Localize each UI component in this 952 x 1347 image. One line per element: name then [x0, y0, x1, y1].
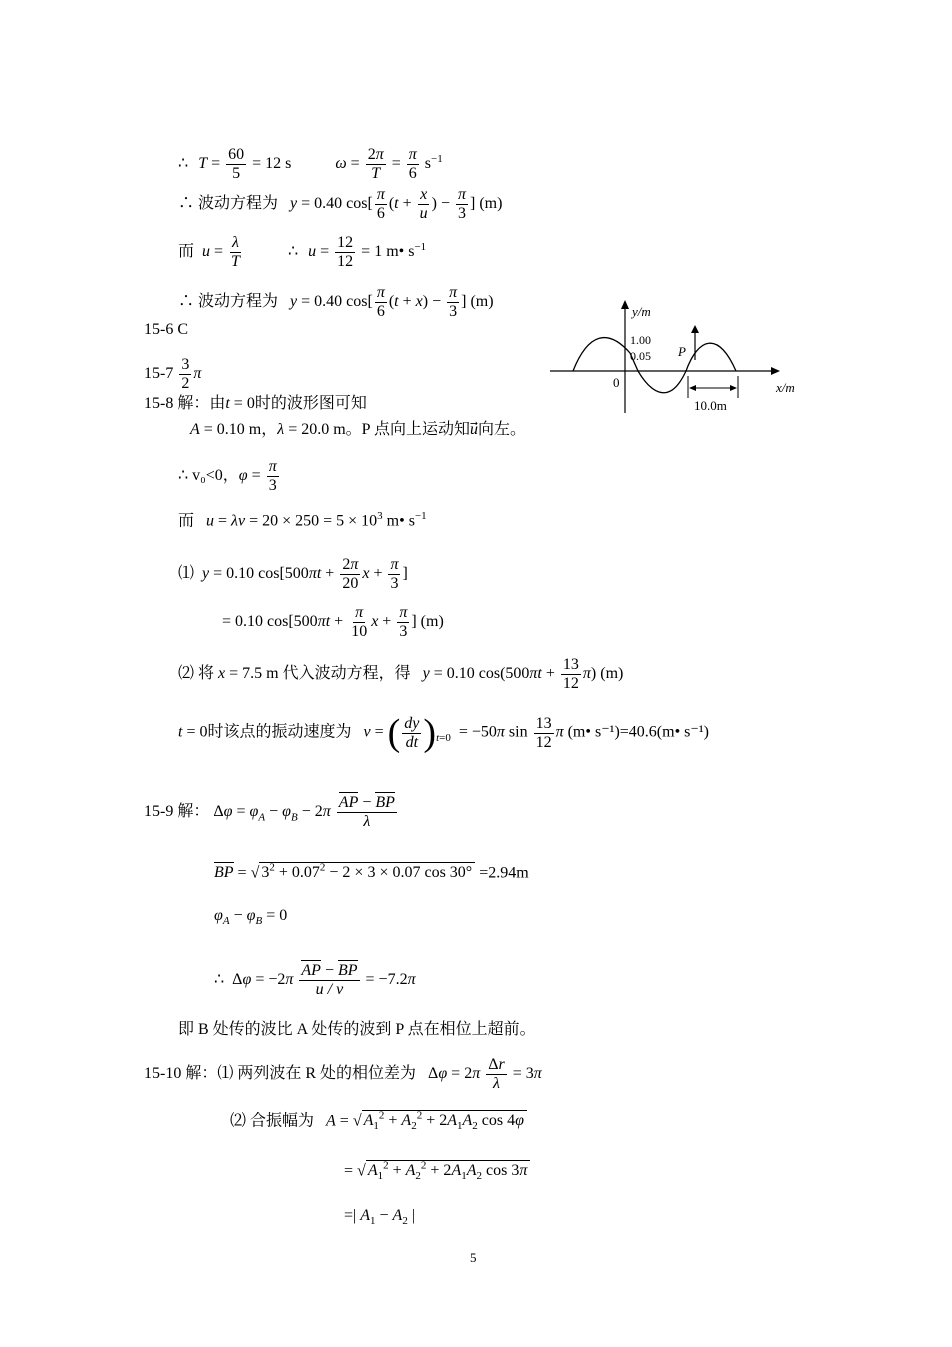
wave-curve: [573, 338, 736, 393]
p-arrow-head: [691, 325, 699, 333]
eq-15-10-1: 15-10 解：⑴ 两列波在 R 处的相位差为 Δφ = 2π $\frac{\Delta r}{\lambda}$ = 3π: [144, 1056, 542, 1092]
dimension-label: 10.0m: [694, 398, 727, 413]
page-number: 5: [470, 1250, 477, 1265]
item-2-label: ⑵ 将: [178, 665, 215, 683]
eq-15-8-1b: = 0.10 cos[500πt + $\frac{\pi}{10}$ x + $\frac{\pi}{3}$ ] (m): [222, 604, 444, 640]
wave-equation-label-2: ∴ 波动方程为: [178, 293, 279, 311]
tick-0-05: 0.05: [630, 349, 651, 363]
phase-text: ∴ v₀<0，: [178, 467, 239, 485]
and-label-2: 而: [178, 512, 195, 530]
line-15-8-phase: ∴ v₀<0，φ = $\frac{\pi}{3}$: [178, 458, 277, 494]
eq-15-10-2a: ⑵ 合振幅为 A = √ $A_1^2 + A_2^2 + 2A_1A_2$ cos 4φ: [230, 1106, 527, 1137]
x-axis-arrow: [771, 367, 780, 375]
point-p-label: P: [678, 344, 686, 359]
item-2-label-15-10: ⑵ 合振幅为: [230, 1112, 315, 1130]
line-15-8-params: A = 0.10 m，λ = 20.0 m。P 点向上运动知u向左。: [190, 421, 526, 438]
params-tail: 向左。: [477, 421, 526, 438]
origin-label: 0: [613, 375, 620, 390]
eq-15-8-velocity: t = 0时该点的振动速度为 v = ( $\frac{dy}{dt}$ )$_{t=0} = -50\pi$ sin $\frac{13}{12}$ π (m• s⁻¹)=40.6(m• s⁻¹): [178, 712, 709, 754]
eq-15-9-phase-diff: $\varphi_A - \varphi_B = 0$: [214, 907, 288, 928]
bp-result: =2.94m: [479, 864, 529, 882]
eq-15-9-result: ∴ Δφ = −2π $\frac{AP - BP}{u / \nu}$ = −7.2π: [214, 962, 416, 998]
x-axis-label: x/m: [776, 380, 795, 395]
eq-wave-equation-1: ∴ 波动方程为 y = 0.40 cos[ $\frac{\pi}{6}$ (t + $\frac{x}{u}$ ) − $\frac{\pi}{3}$ ] (m): [178, 186, 503, 222]
label-15-8: 15-8 解：由: [144, 395, 226, 412]
therefore-symbol-2: ∴: [287, 243, 299, 261]
eq-15-8-2: ⑵ 将 x = 7.5 m 代入波动方程，得 y = 0.10 cos(500πt + $\frac{13}{12}$ π) (m): [178, 656, 624, 692]
velocity-text: 时该点的振动速度为: [207, 723, 352, 741]
velocity-units: (m• s⁻¹)=40.6(m• s⁻¹): [567, 723, 709, 741]
line-15-8-intro: 15-8 解：由t = 0时的波形图可知: [144, 395, 367, 412]
wave-equation-label: ∴ 波动方程为: [178, 195, 279, 213]
eq-wave-speed: 而 u = $\frac{\lambda}{T}$ ∴ u = $\frac{12}{12}$ = 1 m• $s^{-1}$: [178, 234, 427, 270]
y-axis-label: y/m: [632, 304, 651, 319]
line-15-8-intro-mid: 时的波形图可知: [254, 395, 367, 412]
eq-period-omega: ∴ T = $\frac{60}{5}$ = 12 s ω = $\frac{2\pi}{T}$ = $\frac{\pi}{6}$ $s^{-1}$: [178, 146, 443, 182]
waveform-graph: [548, 298, 808, 418]
eq-15-8-1a: ⑴ y = 0.10 cos[500πt + $\frac{2\pi}{20}$ x + $\frac{\pi}{3}$ ]: [178, 556, 408, 592]
conclusion-15-9: 即 B 处传的波比 A 处传的波到 P 点在相位上超前。: [178, 1021, 536, 1038]
tick-1-00: 1.00: [630, 333, 651, 347]
item-1-label: ⑴: [178, 565, 195, 583]
eq-15-10-2b: = √ $A_1^2 + A_2^2 + 2A_1A_2$ cos 3π: [344, 1156, 530, 1187]
line-15-8-speed: 而 $u = \lambda\nu = 20 \times 250 = 5 \times 10^3$ m• $s^{-1}$: [178, 510, 427, 530]
dim-arrow-right: [730, 385, 737, 391]
dim-arrow-left: [689, 385, 696, 391]
answer-15-7: 15-7 $\frac{3}{2}$ π: [144, 356, 202, 392]
eq-15-9-bp: BP = √ $3^2 + 0.07^2 - 2 \times 3 \times 0.07$ cos 30° =2.94m: [214, 862, 529, 882]
y-axis-arrow: [621, 300, 629, 309]
eq-15-10-2c: =| $A_1 - A_2$ |: [344, 1207, 416, 1228]
label-15-10: 15-10 解：⑴ 两列波在 R 处的相位差为: [144, 1065, 417, 1083]
eq-15-9-delta-phi: 15-9 解： $\Delta\varphi = \varphi_A - \varphi_B - 2\pi$ $\frac{AP - BP}{\lambda}$: [144, 794, 395, 830]
therefore-symbol: ∴: [178, 155, 189, 173]
eq-wave-equation-2: ∴ 波动方程为 y = 0.40 cos[ $\frac{\pi}{6}$ (t + x) − $\frac{\pi}{3}$ ] (m): [178, 284, 494, 320]
params-text: 。P 点向上运动知: [345, 421, 470, 438]
label-15-9: 15-9 解：: [144, 803, 210, 821]
and-label: 而: [178, 243, 195, 261]
answer-15-6: 15-6 C: [144, 321, 188, 338]
label-15-7: 15-7: [144, 365, 174, 383]
item-2-mid: 代入波动方程，得: [282, 665, 411, 683]
